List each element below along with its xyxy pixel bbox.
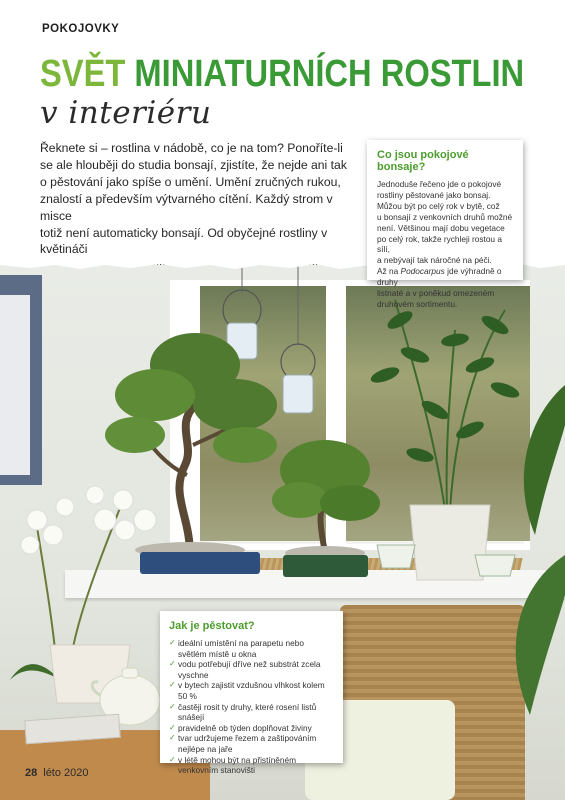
intro-line: o pěstování jako spíše o umění. Umění zručných rukou, [40, 174, 341, 189]
info-line: není. Většinou mají dobu vegetace [377, 222, 505, 233]
intro-line: Řeknete si – rostlina v nádobě, co je na tom? Ponoříte-li [40, 141, 343, 155]
title-rest: MINIATURNÍCH ROSTLIN [125, 53, 525, 95]
plant-leaves-icon [480, 355, 565, 795]
care-list-item: ✓ v bytech zajistit vzdušnou vlhkost kolem 50 % [169, 680, 334, 701]
care-list-item: ✓ tvar udržujeme řezem a zaštipováním nejlépe na jaře [169, 733, 334, 754]
info-box-what-are-bonsai [367, 140, 523, 309]
info-line: rostliny pěstované jako bonsaj. [377, 189, 491, 200]
info-line-prefix: Až na [377, 266, 401, 277]
page-subtitle: v interiéru [40, 95, 212, 131]
title-first-word: SVĚT [40, 53, 126, 95]
intro-line: totiž není automaticky bonsají. Od obyčejné rostliny v květináči [40, 225, 328, 257]
care-list-item: ✓ pravidelně ob týden doplňovat živiny [169, 723, 334, 734]
info-box-title: Co jsou pokojové bonsaje? [377, 149, 469, 173]
info-line-suffix: jde výhradně o druhy [377, 266, 502, 288]
care-list-item: ✓ častěji rosit ty druhy, které rosení listů snášejí [169, 702, 334, 723]
info-line: listnaté a v poněkud omezeném [377, 288, 495, 299]
section-label: POKOJOVKY [42, 23, 120, 35]
page-title [40, 52, 524, 96]
info-box-body [377, 179, 513, 310]
care-list-item: ✓ v létě mohou být na přistíněném venkovním stanovišti [169, 755, 334, 776]
care-list [169, 638, 334, 776]
care-list-item: ✓ vodu potřebují dříve než substrát zcela vyschne [169, 659, 334, 680]
info-line: po celý rok, takže rychleji rostou a sílí, [377, 233, 502, 255]
intro-line: znalostí a především výtvarného cítění. Každý strom v misce [40, 191, 333, 223]
care-list-item: ✓ ideální umístění na parapetu nebo světlém místě u okna [169, 638, 334, 659]
species-name: Podocarpus [400, 266, 445, 277]
info-line: Můžou být po celý rok v bytě, což [377, 200, 500, 211]
info-box-how-to-grow [160, 611, 343, 776]
info-line: u bonsají z venkovních druhů možné [377, 211, 513, 222]
info-box-title: Jak je pěstovat? [169, 620, 255, 632]
picture-frame [0, 275, 42, 485]
intro-line: se ale hlouběji do studia bonsají, zjistíte, že nejde ani tak [40, 157, 347, 172]
info-line: a nebývají tak náročné na péči. [377, 255, 492, 266]
issue-label: léto 2020 [43, 767, 89, 779]
page-footer [25, 767, 89, 779]
info-line: druhovém sortimentu. [377, 298, 458, 309]
info-line [377, 266, 513, 288]
info-line: Jednoduše řečeno jde o pokojové [377, 179, 502, 189]
page-number: 28 [25, 767, 38, 779]
